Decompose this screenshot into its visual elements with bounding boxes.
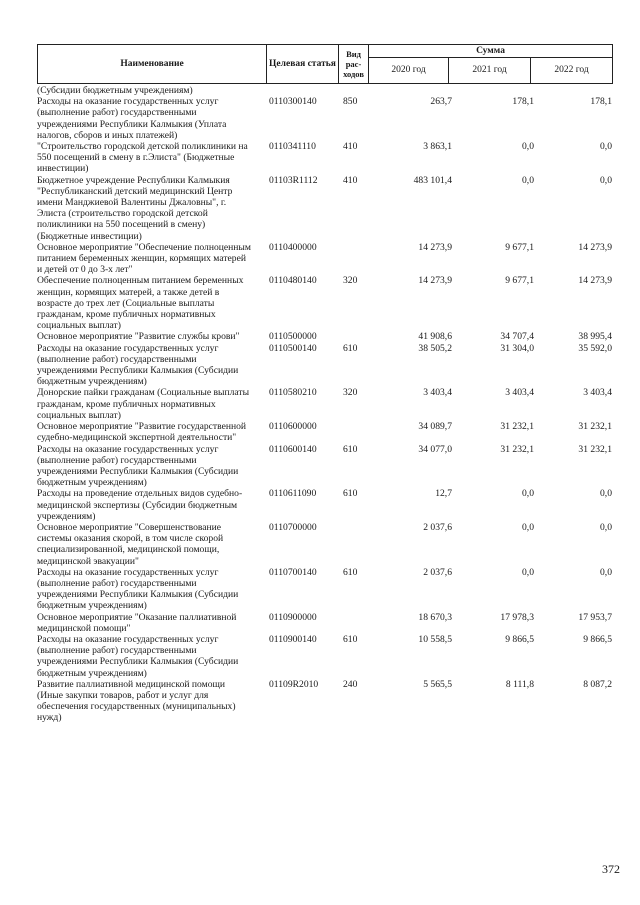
row-amount-2021: 0,0 (522, 488, 534, 500)
row-amount-2022: 17 953,7 (578, 611, 612, 623)
row-amount-2021: 0,0 (522, 141, 534, 153)
row-target-code: 0110600000 (269, 421, 317, 433)
page-number: 372 (602, 862, 620, 876)
row-name: Расходы на оказание государственных услуг (выполнение работ) государственными учреждениями Республики Калмыкия (Уплата налогов, сборов и иных платежей) (37, 96, 227, 141)
row-expense-kind: 610 (343, 342, 358, 354)
row-target-code: 01103R1112 (269, 174, 318, 186)
table-row (37, 679, 612, 724)
row-name: Расходы на оказание государственных услуг (выполнение работ) государственными учреждениями Республики Калмыкия (Субсидии бюджетным учреждениям) (37, 342, 239, 388)
table-row (37, 488, 612, 522)
row-amount-2020: 3 403,4 (423, 387, 452, 399)
row-target-code: 0110600140 (269, 443, 317, 455)
row-target-code: 0110700140 (269, 566, 317, 578)
row-target-code: 0110900140 (269, 633, 317, 645)
table-row (37, 343, 612, 388)
row-amount-2022: 9 866,5 (583, 633, 612, 645)
row-amount-2020: 2 037,6 (423, 521, 452, 533)
table-body (37, 85, 612, 724)
row-amount-2020: 38 505,2 (418, 342, 452, 354)
row-expense-kind: 610 (343, 488, 358, 500)
row-amount-2022: 0,0 (600, 566, 612, 578)
row-amount-2022: 3 403,4 (583, 387, 612, 399)
table-row (37, 634, 612, 679)
row-amount-2022: 14 273,9 (578, 241, 612, 253)
row-amount-2022: 14 273,9 (578, 275, 612, 287)
table-row (37, 175, 612, 242)
row-amount-2021: 3 403,4 (505, 387, 534, 399)
row-amount-2022: 8 087,2 (583, 678, 612, 690)
row-target-code: 0110611090 (269, 488, 317, 500)
row-name: Расходы на оказание государственных услуг (выполнение работ) государственными учреждениями Республики Калмыкия (Субсидии бюджетным учреждениям) (37, 566, 239, 612)
row-amount-2022: 35 592,0 (578, 342, 612, 354)
header-year-2022: 2022 год (531, 58, 613, 84)
row-amount-2022: 0,0 (600, 141, 612, 153)
row-expense-kind: 610 (343, 566, 358, 578)
row-target-code: 0110341110 (269, 141, 316, 153)
row-amount-2022: 31 232,1 (578, 421, 612, 433)
row-target-code: 0110500140 (269, 342, 317, 354)
row-expense-kind: 240 (343, 678, 358, 690)
row-name: Развитие паллиативной медицинской помощи (Иные закупки товаров, работ и услуг для обеспечения государственных (муниципальных) нужд) (37, 678, 236, 724)
header-year-2020: 2020 год (369, 58, 449, 84)
header-code: Целевая статья (267, 45, 339, 84)
row-name: Основное мероприятие "Оказание паллиативной медицинской помощи" (37, 611, 237, 634)
row-amount-2020: 3 863,1 (423, 141, 452, 153)
table-row (37, 567, 612, 612)
row-name: Расходы на оказание государственных услуг (выполнение работ) государственными учреждениями Республики Калмыкия (Субсидии бюджетным учреждениям) (37, 633, 239, 679)
table-row (37, 96, 612, 141)
row-amount-2021: 31 232,1 (500, 421, 534, 433)
row-amount-2020: 12,7 (435, 488, 452, 500)
row-target-code: 0110400000 (269, 241, 317, 253)
row-amount-2021: 0,0 (522, 566, 534, 578)
row-amount-2020: 5 565,5 (423, 678, 452, 690)
row-expense-kind: 610 (343, 633, 358, 645)
row-expense-kind: 610 (343, 443, 358, 455)
row-name: Основное мероприятие "Развитие службы крови" (37, 331, 240, 343)
row-name: Обеспечение полноценным питанием беременных женщин, кормящих матерей, а также детей в возрасте до трех лет (Социальные выплаты гражданам, кроме публичных нормативных социальных выплат) (37, 275, 244, 332)
table-row (37, 612, 612, 634)
row-amount-2022: 31 232,1 (578, 443, 612, 455)
header-name: Наименование (38, 45, 267, 84)
header-kind: Вид рас- ходов (339, 45, 369, 84)
row-amount-2021: 8 111,8 (505, 678, 534, 690)
row-amount-2020: 34 077,0 (418, 443, 452, 455)
row-target-code: 0110480140 (269, 275, 317, 287)
row-amount-2020: 263,7 (430, 96, 452, 108)
row-amount-2022: 0,0 (600, 521, 612, 533)
row-amount-2021: 9 677,1 (505, 275, 534, 287)
row-amount-2020: 14 273,9 (418, 241, 452, 253)
row-amount-2021: 9 866,5 (505, 633, 534, 645)
row-target-code: 0110700000 (269, 521, 317, 533)
row-target-code: 01109R2010 (269, 678, 319, 690)
row-name: (Субсидии бюджетным учреждениям) (37, 85, 193, 96)
row-expense-kind: 410 (343, 141, 358, 153)
row-amount-2020: 2 037,6 (423, 566, 452, 578)
row-name: Расходы на оказание государственных услуг (выполнение работ) государственными учреждениями Республики Калмыкия (Субсидии бюджетным учреждениям) (37, 443, 239, 489)
row-amount-2021: 0,0 (522, 521, 534, 533)
row-amount-2022: 178,1 (590, 96, 612, 108)
row-amount-2020: 18 670,3 (418, 611, 452, 623)
row-name: Основное мероприятие "Обеспечение полноценным питанием беременных женщин, кормящих матерей и детей от 0 до 3-х лет" (37, 241, 251, 276)
table-row (37, 522, 612, 567)
row-amount-2022: 38 995,4 (578, 331, 612, 343)
row-target-code: 0110500000 (269, 331, 317, 343)
row-amount-2021: 31 232,1 (500, 443, 534, 455)
header-year-2021: 2021 год (449, 58, 531, 84)
table-row (37, 242, 612, 276)
row-amount-2021: 178,1 (512, 96, 534, 108)
row-amount-2021: 31 304,0 (500, 342, 534, 354)
row-expense-kind: 320 (343, 275, 358, 287)
row-amount-2021: 9 677,1 (505, 241, 534, 253)
row-amount-2020: 34 089,7 (418, 421, 452, 433)
table-row (37, 444, 612, 489)
row-amount-2022: 0,0 (600, 488, 612, 500)
row-name: Основное мероприятие "Развитие государственной судебно-медицинской экспертной деятельности" (37, 421, 247, 444)
row-target-code: 0110300140 (269, 96, 317, 108)
row-name: Донорские пайки гражданам (Социальные выплаты гражданам, кроме публичных нормативных социальных выплат) (37, 387, 250, 421)
row-expense-kind: 410 (343, 174, 358, 186)
row-name: Бюджетное учреждение Республики Калмыкия "Республиканский детский медицинский Центр имени Манджиевой Валентины Джаловны", г. Элиста (строительство городской детской поликлиники на 550 посещений в смену) (Бюджетные инвестиции) (37, 174, 233, 242)
row-expense-kind: 850 (343, 96, 358, 108)
row-amount-2022: 0,0 (600, 174, 612, 186)
table-header (37, 44, 613, 84)
row-name: Основное мероприятие "Совершенствование системы оказания скорой, в том числе скорой специализированной, медицинской помощи, медицинской эвакуации" (37, 521, 224, 567)
row-amount-2020: 10 558,5 (418, 633, 452, 645)
row-target-code: 0110580210 (269, 387, 317, 399)
row-amount-2020: 14 273,9 (418, 275, 452, 287)
row-amount-2021: 17 978,3 (500, 611, 534, 623)
row-name: "Строительство городской детской поликлиники на 550 посещений в смену в г.Элиста" (Бюджетные инвестиции) (37, 141, 248, 175)
row-amount-2021: 34 707,4 (500, 331, 534, 343)
header-sum: Сумма (369, 45, 613, 58)
table-row (37, 141, 612, 175)
row-amount-2020: 483 101,4 (413, 174, 452, 186)
table-row (37, 421, 612, 443)
row-target-code: 0110900000 (269, 611, 317, 623)
table-row (37, 275, 612, 331)
table-row (37, 387, 612, 421)
row-expense-kind: 320 (343, 387, 358, 399)
row-amount-2020: 41 908,6 (418, 331, 452, 343)
table-row (37, 331, 612, 342)
table-row (37, 85, 612, 96)
row-name: Расходы на проведение отдельных видов судебно-медицинской экспертизы (Субсидии бюджетным учреждениям) (37, 488, 243, 522)
row-amount-2021: 0,0 (522, 174, 534, 186)
